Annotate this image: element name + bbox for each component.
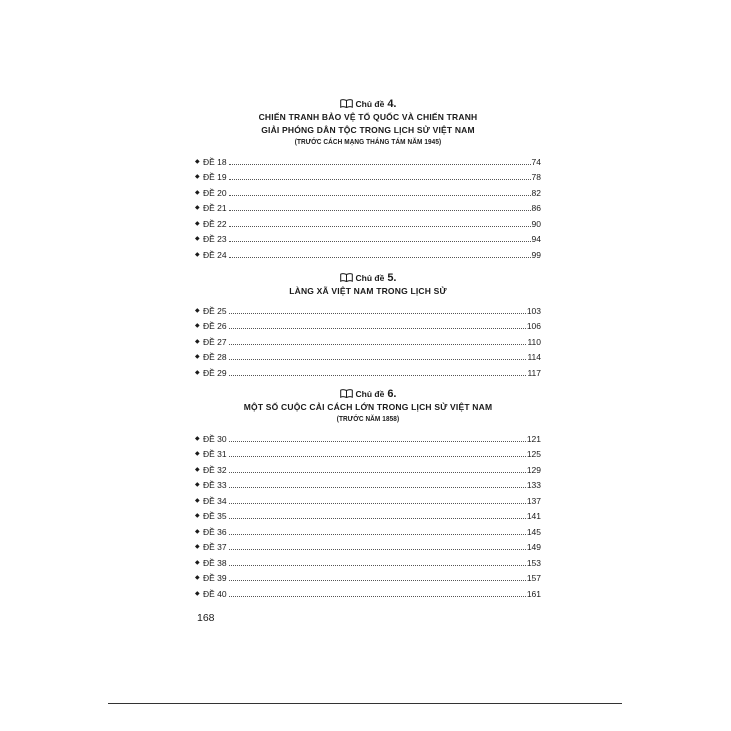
- toc-entry[interactable]: [195, 182, 541, 198]
- diamond-bullet-icon: ◆: [195, 174, 200, 180]
- entry-name: ĐỀ 31: [203, 449, 227, 459]
- toc-entry[interactable]: [195, 552, 541, 568]
- entry-page: 94: [531, 234, 541, 244]
- book-icon: [340, 99, 353, 108]
- toc-entry[interactable]: [195, 244, 541, 260]
- toc-entry[interactable]: [195, 583, 541, 599]
- dot-leader: [229, 517, 526, 519]
- entry-name: ĐỀ 39: [203, 573, 227, 583]
- diamond-bullet-icon: ◆: [195, 513, 200, 519]
- topic-label-line: [195, 98, 541, 111]
- toc-entry[interactable]: [195, 428, 541, 444]
- entry-name: ĐỀ 19: [203, 172, 227, 182]
- entry-page: 103: [526, 305, 541, 316]
- diamond-bullet-icon: ◆: [195, 236, 200, 242]
- toc-entry[interactable]: [195, 459, 541, 475]
- dot-leader: [229, 579, 526, 581]
- dot-leader: [229, 374, 527, 376]
- toc-entry[interactable]: [195, 444, 541, 460]
- dot-leader: [229, 240, 531, 242]
- entry-name: ĐỀ 34: [203, 495, 227, 506]
- diamond-bullet-icon: ◆: [195, 497, 200, 504]
- entry-page: 125: [526, 449, 541, 459]
- topic-label: Chủ đề: [355, 99, 385, 109]
- dot-leader: [229, 440, 526, 442]
- topic-heading: [195, 388, 541, 426]
- diamond-bullet-icon: ◆: [195, 466, 200, 473]
- entry-name: ĐỀ 38: [203, 557, 227, 568]
- entry-page: 145: [526, 526, 541, 537]
- diamond-bullet-icon: ◆: [195, 354, 200, 360]
- diamond-bullet-icon: ◆: [195, 205, 200, 211]
- diamond-bullet-icon: ◆: [195, 323, 200, 329]
- dot-leader: [229, 343, 527, 345]
- toc-entry[interactable]: [195, 331, 541, 347]
- entry-name: ĐỀ 29: [203, 367, 227, 378]
- dot-leader: [229, 312, 526, 314]
- toc-entry[interactable]: [195, 213, 541, 229]
- topic-label: Chủ đề: [355, 273, 385, 283]
- topic-title: LÀNG XÃ VIỆT NAM TRONG LỊCH SỬ: [289, 286, 447, 296]
- entry-name: ĐỀ 28: [203, 352, 227, 362]
- book-icon: [340, 273, 353, 282]
- entry-name: ĐỀ 35: [203, 511, 227, 521]
- topic-number: 5.: [387, 272, 397, 284]
- toc-entry[interactable]: [195, 300, 541, 316]
- entry-page: 161: [526, 588, 541, 599]
- dot-leader: [229, 163, 531, 165]
- footer-rule: [108, 703, 622, 704]
- entry-name: ĐỀ 25: [203, 305, 227, 316]
- toc-entry[interactable]: [195, 151, 541, 167]
- entry-name: ĐỀ 40: [203, 588, 227, 599]
- entry-name: ĐỀ 22: [203, 218, 227, 229]
- topic-number: 4.: [387, 98, 397, 110]
- entry-name: ĐỀ 23: [203, 234, 227, 244]
- dot-leader: [229, 455, 526, 457]
- entry-page: 129: [526, 464, 541, 475]
- dot-leader: [229, 595, 526, 597]
- entry-list: [195, 151, 541, 260]
- dot-leader: [229, 225, 531, 227]
- topic-title: CHIẾN TRANH BẢO VỆ TỔ QUỐC VÀ CHIẾN TRANH: [258, 112, 478, 122]
- entry-page: 137: [526, 495, 541, 506]
- entry-page: 149: [526, 542, 541, 552]
- entry-list: [195, 428, 541, 599]
- entry-page: 78: [531, 172, 541, 182]
- toc-entry[interactable]: [195, 568, 541, 584]
- entry-name: ĐỀ 37: [203, 542, 227, 552]
- topic-title: GIẢI PHÓNG DÂN TỘC TRONG LỊCH SỬ VIỆT NAM: [261, 125, 475, 135]
- topic-heading: [195, 98, 541, 149]
- topic-number: 6.: [387, 388, 397, 400]
- topic-label-line: [195, 388, 541, 401]
- diamond-bullet-icon: ◆: [195, 220, 200, 227]
- diamond-bullet-icon: ◆: [195, 307, 200, 314]
- toc-entry[interactable]: [195, 521, 541, 537]
- entry-name: ĐỀ 18: [203, 156, 227, 167]
- entry-page: 106: [526, 321, 541, 331]
- entry-page: 157: [526, 573, 541, 583]
- entry-name: ĐỀ 21: [203, 203, 227, 213]
- entry-name: ĐỀ 36: [203, 526, 227, 537]
- toc-entry[interactable]: [195, 167, 541, 183]
- topic-title: MỘT SỐ CUỘC CẢI CÁCH LỚN TRONG LỊCH SỬ VIỆT NAM: [243, 402, 493, 412]
- diamond-bullet-icon: ◆: [195, 369, 200, 376]
- topic-label: Chủ đề: [355, 389, 385, 399]
- entry-page: 74: [531, 156, 541, 167]
- entry-page: 133: [526, 480, 541, 490]
- entry-page: 86: [531, 203, 541, 213]
- topic-subtitle: (TRƯỚC CÁCH MẠNG THÁNG TÁM NĂM 1945): [294, 139, 442, 146]
- toc-entry[interactable]: [195, 347, 541, 363]
- toc-entry[interactable]: [195, 506, 541, 522]
- entry-name: ĐỀ 32: [203, 464, 227, 475]
- entry-name: ĐỀ 20: [203, 187, 227, 198]
- page-number: 168: [197, 612, 215, 624]
- entry-name: ĐỀ 26: [203, 321, 227, 331]
- dot-leader: [229, 564, 526, 566]
- entry-name: ĐỀ 27: [203, 336, 227, 347]
- entry-page: 141: [526, 511, 541, 521]
- diamond-bullet-icon: ◆: [195, 338, 200, 345]
- entry-page: 99: [531, 249, 541, 260]
- topic-section-5: [195, 272, 541, 378]
- dot-leader: [229, 327, 526, 329]
- entry-name: ĐỀ 33: [203, 480, 227, 490]
- toc-entry[interactable]: [195, 362, 541, 378]
- topic-label-line: [195, 272, 541, 285]
- entry-page: 90: [531, 218, 541, 229]
- dot-leader: [229, 256, 531, 258]
- entry-page: 82: [531, 187, 541, 198]
- diamond-bullet-icon: ◆: [195, 544, 200, 550]
- toc-entry[interactable]: [195, 316, 541, 332]
- dot-leader: [229, 178, 531, 180]
- dot-leader: [229, 548, 526, 550]
- dot-leader: [229, 533, 526, 535]
- diamond-bullet-icon: ◆: [195, 158, 200, 165]
- diamond-bullet-icon: ◆: [195, 482, 200, 488]
- toc-entry[interactable]: [195, 229, 541, 245]
- topic-heading: [195, 272, 541, 298]
- dot-leader: [229, 502, 526, 504]
- diamond-bullet-icon: ◆: [195, 189, 200, 196]
- diamond-bullet-icon: ◆: [195, 590, 200, 597]
- dot-leader: [229, 486, 526, 488]
- diamond-bullet-icon: ◆: [195, 435, 200, 442]
- toc-entry[interactable]: [195, 490, 541, 506]
- entry-name: ĐỀ 30: [203, 433, 227, 444]
- toc-entry[interactable]: [195, 198, 541, 214]
- diamond-bullet-icon: ◆: [195, 451, 200, 457]
- dot-leader: [229, 471, 526, 473]
- dot-leader: [229, 209, 531, 211]
- dot-leader: [229, 194, 531, 196]
- dot-leader: [229, 358, 527, 360]
- entry-page: 121: [526, 433, 541, 444]
- toc-entry[interactable]: [195, 475, 541, 491]
- entry-page: 153: [526, 557, 541, 568]
- entry-list: [195, 300, 541, 378]
- book-icon: [340, 389, 353, 398]
- toc-entry[interactable]: [195, 537, 541, 553]
- diamond-bullet-icon: ◆: [195, 559, 200, 566]
- topic-section-6: [195, 388, 541, 599]
- entry-page: 117: [527, 367, 541, 378]
- entry-page: 114: [527, 352, 541, 362]
- entry-page: 110: [527, 336, 541, 347]
- diamond-bullet-icon: ◆: [195, 528, 200, 535]
- diamond-bullet-icon: ◆: [195, 251, 200, 258]
- topic-subtitle: (TRƯỚC NĂM 1858): [336, 416, 400, 423]
- entry-name: ĐỀ 24: [203, 249, 227, 260]
- topic-section-4: [195, 98, 541, 260]
- diamond-bullet-icon: ◆: [195, 575, 200, 581]
